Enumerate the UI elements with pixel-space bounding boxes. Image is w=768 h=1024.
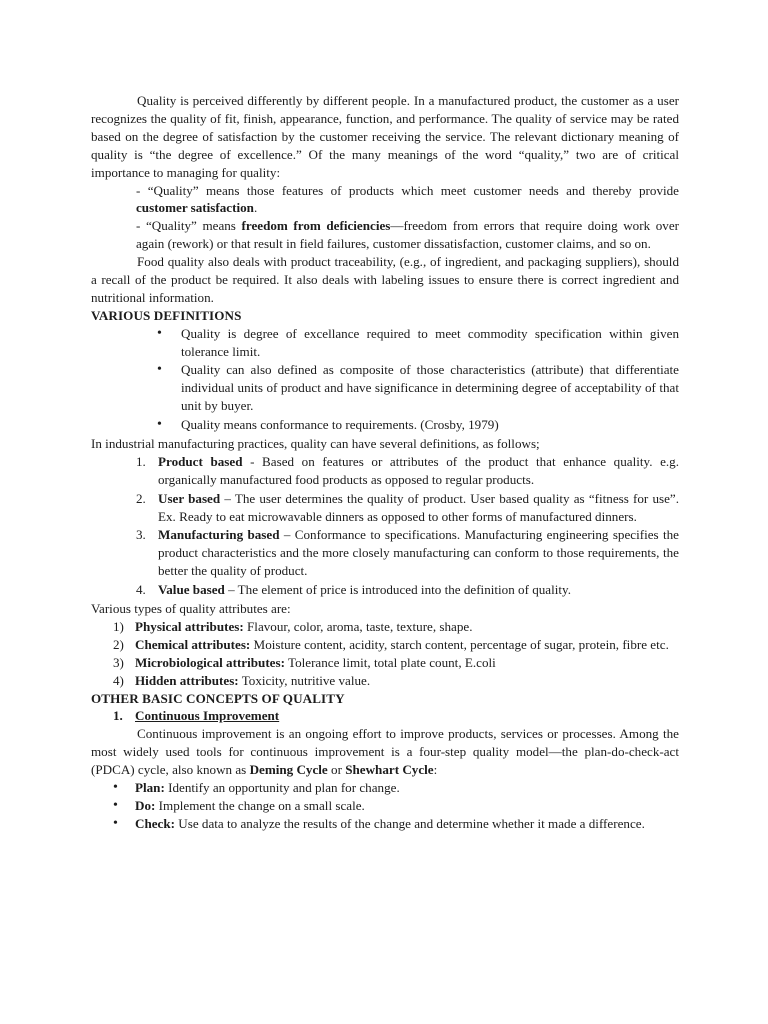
- industrial-intro: In industrial manufacturing practices, quality can have several definitions, as follows;: [91, 435, 540, 451]
- deming-cycle-term: Deming Cycle: [249, 762, 328, 778]
- item-number: 2): [113, 636, 124, 652]
- shewhart-cycle-term: Shewhart Cycle: [345, 762, 434, 778]
- definitions-list: [91, 325, 679, 434]
- attribute-item: [113, 654, 679, 672]
- food-quality-paragraph: Food quality also deals with product traceability, (e.g., of ingredient, and packaging suppliers), should a recall of the product be required. It also deals with labeling issues to ensure there is correct ingredient and nutritional information.: [91, 254, 679, 305]
- item-number: 4): [113, 672, 124, 688]
- step-text: Implement the change on a small scale.: [155, 798, 365, 814]
- pdca-step: [135, 797, 679, 815]
- step-text: Identify an opportunity and plan for change.: [164, 780, 400, 796]
- item-term: Manufacturing based: [158, 527, 280, 543]
- quality-meaning-1: [91, 182, 679, 218]
- item-term: Hidden attributes:: [135, 672, 239, 688]
- continuous-improvement-paragraph: [91, 725, 679, 779]
- subheading-number: 1.: [113, 708, 123, 724]
- item-number: 3): [113, 654, 124, 670]
- industrial-definition-item: [136, 453, 679, 489]
- various-definitions-heading: VARIOUS DEFINITIONS: [91, 307, 242, 323]
- item-text: Moisture content, acidity, starch content, percentage of sugar, protein, fibre etc.: [250, 636, 669, 652]
- industrial-definition-item: [136, 490, 680, 526]
- continuous-improvement-subheading: [91, 707, 679, 725]
- quality-meaning-2-text: - “Quality” means: [136, 218, 242, 234]
- item-number: 4.: [136, 582, 146, 598]
- industrial-definition-item: [136, 581, 679, 599]
- definition-item: • Quality means conformance to requirements. (Crosby, 1979): [181, 416, 679, 434]
- quality-attributes-list: [91, 618, 679, 690]
- item-text: – Conformance to specifications. Manufacturing engineering specifies the product characteristics and the more closely manufacturing can conform to those requirements, the better the quality of product.: [158, 527, 679, 579]
- step-term: Check:: [135, 815, 176, 831]
- pdca-step: [135, 815, 679, 833]
- step-term: Do:: [135, 798, 156, 814]
- pdca-steps-list: [91, 779, 679, 833]
- item-text: – The user determines the quality of product. User based quality as “fitness for use”. Ex. Ready to eat microwavable dinners as opposed to other forms of manufactured dinners.: [158, 490, 680, 524]
- attribute-item: [113, 618, 679, 636]
- item-text: Flavour, color, aroma, taste, texture, shape.: [243, 618, 473, 634]
- intro-paragraph: Quality is perceived differently by different people. In a manufactured product, the customer as a user recognizes the quality of fit, finish, appearance, function, and performance. The quality of service may be rated based on the degree of satisfaction by the customer receiving the service. The relevant dictionary meaning of quality is “the degree of excellence.” Of the many meanings of the word “quality,” two are of critical importance to managing for quality:: [91, 93, 679, 180]
- item-text: – The element of price is introduced into the definition of quality.: [224, 582, 571, 598]
- definition-item: • Quality can also defined as composite of those characteristics (attribute) that differentiate individual units of product and have significance in determining degree of acceptability of that unit by buyer.: [181, 361, 679, 415]
- item-term: Value based: [158, 582, 225, 598]
- item-term: Microbiological attributes:: [135, 654, 285, 670]
- quality-meaning-2-end: —freedom from errors that require doing work over again (rework) or that result in field failures, customer dissatisfaction, customer claims, and so on.: [136, 218, 679, 252]
- paragraph-text: :: [433, 762, 438, 778]
- item-number: 1.: [136, 453, 146, 469]
- item-number: 1): [113, 618, 124, 634]
- attribute-item: [113, 672, 679, 690]
- pdca-step: [135, 779, 679, 797]
- item-term: Chemical attributes:: [135, 636, 251, 652]
- industrial-definitions-list: [91, 453, 679, 599]
- subheading-title: Continuous Improvement: [135, 708, 280, 724]
- item-text: Tolerance limit, total plate count, E.coli: [284, 654, 496, 670]
- step-text: Use data to analyze the results of the change and determine whether it made a difference.: [175, 815, 645, 831]
- quality-meaning-1-text: - “Quality” means those features of products which meet customer needs and thereby provide: [136, 182, 679, 198]
- step-term: Plan:: [135, 780, 165, 796]
- attributes-intro: Various types of quality attributes are:: [91, 601, 291, 617]
- industrial-definition-item: [136, 526, 679, 580]
- quality-meaning-2: [91, 217, 679, 253]
- item-number: 3.: [136, 527, 146, 543]
- paragraph-text: or: [327, 762, 346, 778]
- item-term: Physical attributes:: [135, 618, 244, 634]
- item-number: 2.: [136, 490, 146, 506]
- freedom-from-deficiencies-term: freedom from deficiencies: [241, 218, 391, 234]
- item-text: - Based on features or attributes of the product that enhance quality. e.g. organically manufactured food products as opposed to regular products.: [158, 453, 679, 487]
- attribute-item: [113, 636, 679, 654]
- customer-satisfaction-term: customer satisfaction: [136, 200, 254, 216]
- paragraph-text: Continuous improvement is an ongoing effort to improve products, services or processes. Among the most widely used tools for continuous improvement is a four-step quality model—the plan-do-check-act (PDCA) cycle, also known as: [91, 726, 679, 778]
- item-term: Product based: [158, 453, 243, 469]
- item-term: User based: [158, 490, 221, 506]
- quality-meaning-1-end: .: [253, 200, 258, 216]
- definition-item: • Quality is degree of excellance required to meet commodity specification within given tolerance limit.: [181, 325, 679, 361]
- item-text: Toxicity, nutritive value.: [238, 672, 371, 688]
- basic-concepts-heading: OTHER BASIC CONCEPTS OF QUALITY: [91, 690, 345, 706]
